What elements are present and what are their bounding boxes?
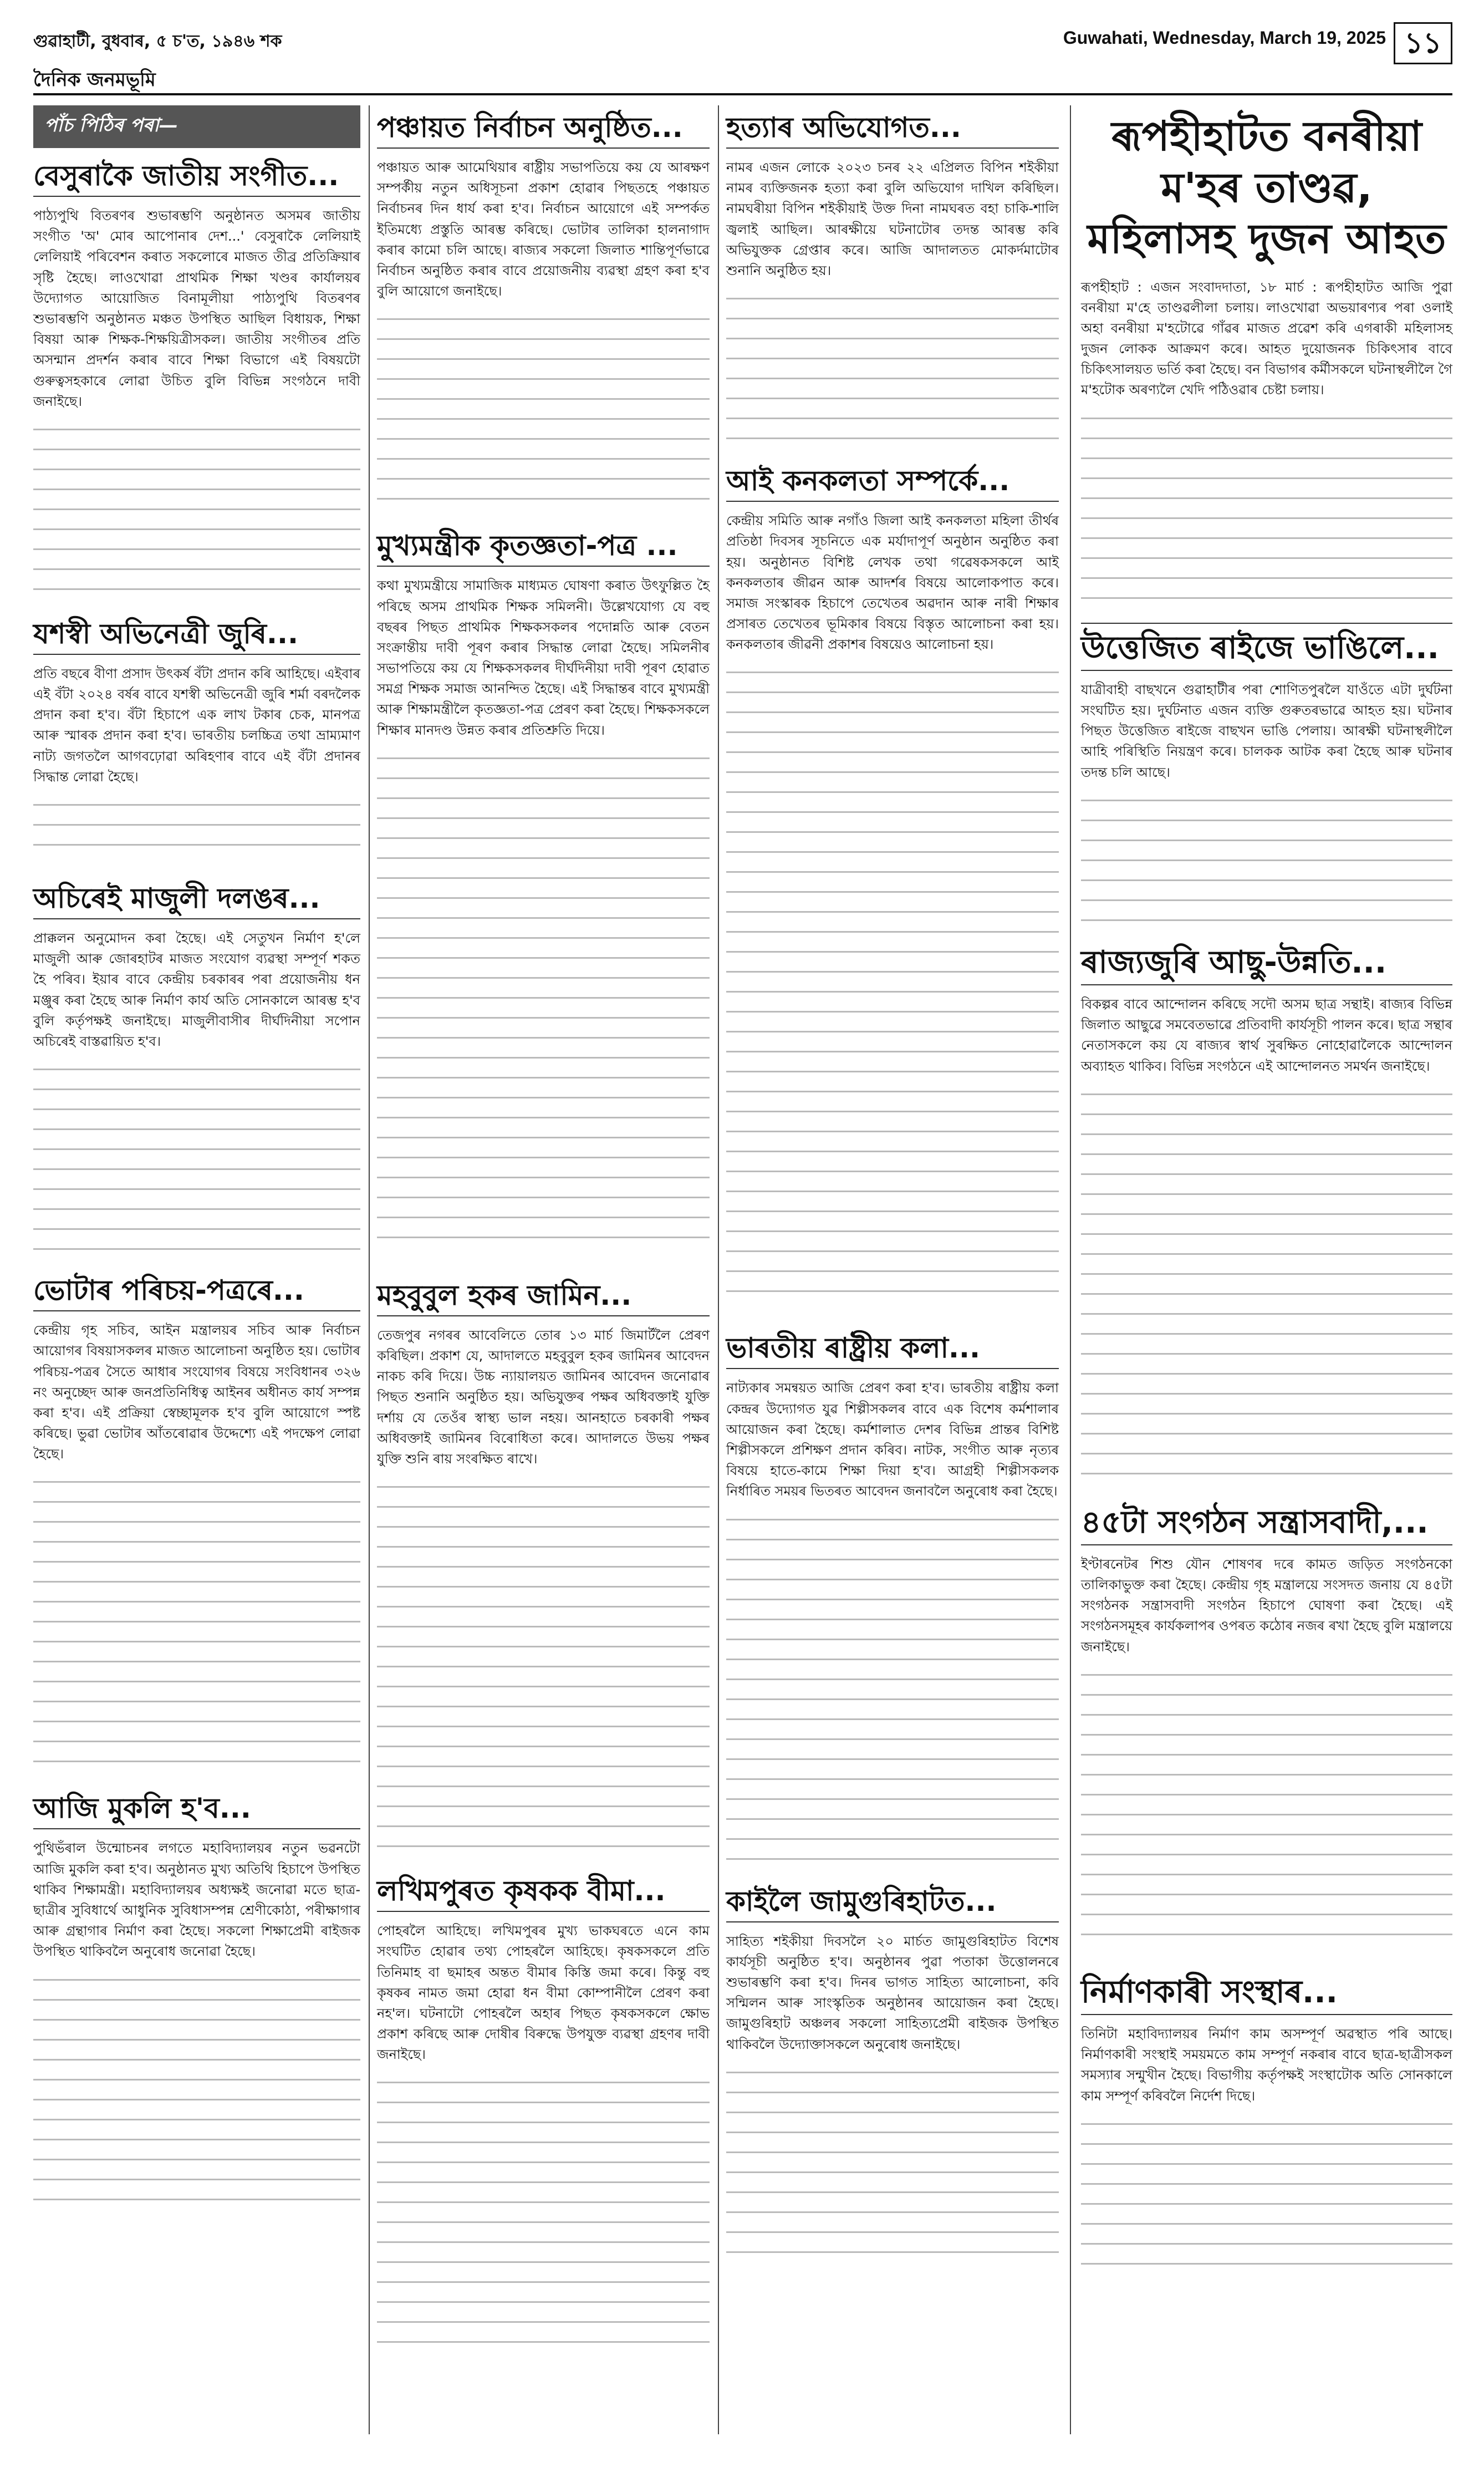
text-lines (726, 298, 1059, 442)
text-lines (726, 2072, 1059, 2255)
headline: ভাৰতীয় ৰাষ্ট্ৰীয় কলা... (726, 1331, 1059, 1369)
text-lines (33, 804, 360, 859)
text-lines (377, 2082, 710, 2359)
article-body: সাহিত্য শইকীয়া দিবসলৈ ২০ মাৰ্চত জামুগুৰিহাটত বিশেষ কাৰ্যসূচী অনুষ্ঠিত হ'ব। অনুষ্ঠানৰ পুৱা পতাকা উত্তোলনৰে শুভাৰম্ভণি কৰা হ'ব। দিনৰ ভাগত সাহিত্য আলোচনা, কবি সন্মিলন আৰু সাংস্কৃতিক অনুষ্ঠানৰ আয়োজন কৰা হৈছে। জামুগুৰিহাট অঞ্চলৰ সকলো সাহিত্যপ্ৰেমী ৰাইজক উপস্থিত থাকিবলৈ উদ্যোক্তাসকলে অনুৰোধ জনাইছে। (726, 1933, 1059, 2052)
article-body: তেজপুৰ নগৰৰ আবেলিতে তোৰ ১৩ মাৰ্চ জিমাৰ্টলৈ প্ৰেৰণ কৰিছিল। প্ৰকাশ যে, আদালতে মহবুবুল হকৰ জামিনৰ আবেদন নাকচ কৰি দিয়ে। উচ্চ ন্যায়ালয়ত জামিনৰ আবেদন জনোৱাৰ পিছত শুনানি অনুষ্ঠিত হয়। অভিযুক্তৰ পক্ষৰ অধিবক্তাই যুক্তি দৰ্শায় যে তেওঁৰ স্বাস্থ্য ভাল নহয়। আনহাতে চৰকাৰী পক্ষৰ অধিবক্তাই জামিনৰ বিৰোধিতা কৰে। আদালতে উভয় পক্ষৰ যুক্তি শুনি ৰায় সংৰক্ষিত ৰাখে। (377, 1327, 710, 1467)
article-body: পঞ্চায়ত আৰু আমেথিয়াৰ ৰাষ্ট্ৰীয় সভাপতিয়ে কয় যে আৰক্ষণ সম্পৰ্কীয় নতুন অধিসূচনা প্ৰকাশ হোৱাৰ পিছতহে পঞ্চায়ত নিৰ্বাচনৰ দিন ধাৰ্য কৰা হ'ব। নিৰ্বাচন আয়োগে এই সম্পৰ্কত ইতিমধ্যে প্ৰস্তুতি আৰম্ভ কৰিছে। ভোটাৰ তালিকা হালনাগাদ কৰাৰ কামো চলি আছে। ৰাজ্যৰ সকলো জিলাত শান্তিপূৰ্ণভাৱে নিৰ্বাচন অনুষ্ঠিত কৰাৰ বাবে প্ৰয়োজনীয় ব্যৱস্থা গ্ৰহণ কৰা হ'ব বুলি আয়োগে জনাইছে। (377, 160, 710, 299)
article-body: পাঠ্যপুথি বিতৰণৰ শুভাৰম্ভণি অনুষ্ঠানত অসমৰ জাতীয় সংগীত 'অ' মোৰ আপোনাৰ দেশ...' বেসুৰাকৈ লেলিয়াই লেলিয়াই পৰিবেশন কৰাত সকলোৰে মাজত তীব্ৰ প্ৰতিক্ৰিয়াৰ সৃষ্টি হৈছে। লাওখোৱা প্ৰাথমিক শিক্ষা খণ্ডৰ কাৰ্যালয়ৰ উদ্যোগত আয়োজিত বিনামূলীয়া পাঠ্যপুথি বিতৰণৰ শুভাৰম্ভণি অনুষ্ঠানত মঞ্চত উপস্থিত আছিল বিধায়ক, শিক্ষা বিষয়া আৰু শিক্ষক-শিক্ষয়িত্ৰীসকল। জাতীয় সংগীতৰ প্ৰতি অসন্মান প্ৰদৰ্শন কৰাৰ বাবে শিক্ষা বিভাগে এই বিষয়টো গুৰুত্বসহকাৰে লোৱা উচিত বুলি বিভিন্ন সংগঠনে দাবী জনাইছে। (33, 208, 360, 409)
text-lines (33, 1069, 360, 1252)
column-2 (377, 105, 710, 2381)
article-body: যাত্ৰীবাহী বাছখনে গুৱাহাটীৰ পৰা শোণিতপুৰলৈ যাওঁতে এটা দুৰ্ঘটনা সংঘটিত হয়। দুৰ্ঘটনাত এজন ব্যক্তি গুৰুতৰভাৱে আহত হয়। ঘটনাৰ পিছত উত্তেজিত ৰাইজে বাছখন ভাঙি পেলায়। আৰক্ষী ঘটনাস্থলীলৈ আহি পৰিস্থিতি নিয়ন্ত্ৰণ কৰে। চালকক আটক কৰা হৈছে আৰু ঘটনাৰ তদন্ত চলি আছে। (1081, 681, 1452, 780)
headline: নিৰ্মাণকাৰী সংস্থাৰ... (1081, 1973, 1452, 2015)
article-body: কেন্দ্ৰীয় সমিতি আৰু নগাঁও জিলা আই কনকলতা মহিলা তীৰ্থৰ প্ৰতিষ্ঠা দিবসৰ সূচনিতে এক মৰ্যাদাপূৰ্ণ অনুষ্ঠান অনুষ্ঠিত কৰা হয়। অনুষ্ঠানত বিশিষ্ট লেখক তথা গৱেষকসকলে আই কনকলতাৰ জীৱন আৰু আদৰ্শৰ বিষয়ে আলোকপাত কৰে। সমাজ সংস্কাৰক হিচাপে তেখেতৰ অৱদান আৰু নাৰী শিক্ষাৰ প্ৰসাৰত তেখেতৰ ভূমিকাৰ বিষয়ে বিস্তৃত আলোচনা কৰা হয়। কনকলতাৰ জীৱনী প্ৰকাশৰ বিষয়েও আলোচনা হয়। (726, 513, 1059, 653)
article-body: নাট্যকাৰ সমন্বয়ত আজি প্ৰেৰণ কৰা হ'ব। ভাৰতীয় ৰাষ্ট্ৰীয় কলা কেন্দ্ৰৰ উদ্যোগত যুৱ শিল্পীসকলৰ বাবে এক বিশেষ কৰ্মশালাৰ আয়োজন কৰা হৈছে। কৰ্মশালাত দেশৰ বিভিন্ন প্ৰান্তৰ বিশিষ্ট শিল্পীসকলে প্ৰশিক্ষণ প্ৰদান কৰিব। নাটক, সংগীত আৰু নৃত্যৰ বিষয়ে হাতে-কামে শিক্ষা দিয়া হ'ব। আগ্ৰহী শিল্পীসকলক নিৰ্ধাৰিত সময়ৰ ভিতৰত আবেদন জনাবলৈ অনুৰোধ কৰা হৈছে। (726, 1380, 1059, 1499)
masthead (33, 22, 1452, 94)
masthead-rule (33, 93, 1452, 95)
headline: উত্তেজিত ৰাইজে ভাঙিলে... (1081, 629, 1452, 671)
headline: আজি মুকলি হ'ব... (33, 1792, 360, 1829)
text-lines (1081, 800, 1452, 922)
continued-strip: পাঁচ পিঠিৰ পৰা— (33, 105, 360, 148)
text-lines (33, 1979, 360, 2201)
column-divider (1070, 105, 1071, 2434)
text-lines (377, 757, 710, 1257)
headline: মহবুবুল হকৰ জামিন... (377, 1279, 710, 1316)
article-body: বিকল্পৰ বাবে আন্দোলন কৰিছে সদৌ অসম ছাত্ৰ সন্থাই। ৰাজ্যৰ বিভিন্ন জিলাত আছুৱে সমবেতভাৱে প্ৰতিবাদী কাৰ্যসূচী পালন কৰে। ছাত্ৰ সন্থাৰ নেতাসকলে কয় যে ৰাজ্যৰ স্বাৰ্থ সুৰক্ষিত নোহোৱালৈকে আন্দোলন অব্যাহত থাকিব। বিভিন্ন সংগঠনে এই আন্দোলনত সমৰ্থন জনাইছে। (1081, 996, 1452, 1074)
column-divider (718, 105, 719, 2434)
column-divider (369, 105, 370, 2434)
text-lines (1081, 2123, 1452, 2267)
headline: পঞ্চায়ত নিৰ্বাচন অনুষ্ঠিত... (377, 111, 710, 149)
article-body: পুথিভঁৰাল উন্মোচনৰ লগতে মহাবিদ্যালয়ৰ নতুন ভৱনটো আজি মুকলি কৰা হ'ব। অনুষ্ঠানত মুখ্য অতিথি হিচাপে উপস্থিত থাকিব শিক্ষামন্ত্ৰী। মহাবিদ্যালয়ৰ অধ্যক্ষই জনোৱা মতে ছাত্ৰ-ছাত্ৰীৰ সুবিধাৰ্থে আধুনিক সুবিধাসম্পন্ন শ্ৰেণীকোঠা, পৰীক্ষাগাৰ আৰু গ্ৰন্থাগাৰ নিৰ্মাণ কৰা হৈছে। সকলো শিক্ষাপ্ৰেমী ৰাইজক উপস্থিত থাকিবলৈ অনুৰোধ জনোৱা হৈছে। (33, 1840, 360, 1960)
article-body: ৰূপহীহাট : এজন সংবাদদাতা, ১৮ মাৰ্চ : ৰূপহীহাটত আজি পুৱা বনৰীয়া ম'হে তাণ্ডৱলীলা চলায়। লাওখোৱা অভয়াৰণ্যৰ পৰা ওলাই অহা বনৰীয়া ম'হটোৱে গাঁৱৰ মাজত প্ৰৱেশ কৰি এগৰাকী মহিলাসহ দুজন লোকক আক্ৰমণ কৰে। আহত দুয়োজনক চিকিৎসাৰ বাবে চিকিৎসালয়ত ভৰ্তি কৰা হৈছে। বন বিভাগৰ কৰ্মীসকলে ঘটনাস্থলীলৈ গৈ ম'হটোক অৰণ্যলৈ খেদি পঠিওৱাৰ চেষ্টা চলায়। (1081, 279, 1452, 398)
article-body: তিনিটা মহাবিদ্যালয়ৰ নিৰ্মাণ কাম অসম্পূৰ্ণ অৱস্থাত পৰি আছে। নিৰ্মাণকাৰী সংস্থাই সময়মতে কাম সম্পূৰ্ণ নকৰাৰ বাবে ছাত্ৰ-ছাত্ৰীসকল সমস্যাৰ সন্মুখীন হৈছে। বিভাগীয় কৰ্তৃপক্ষই সংস্থাটোক অতি সোনকালে কাম সম্পূৰ্ণ কৰিবলৈ নিৰ্দেশ দিছে। (1081, 2026, 1452, 2104)
paper-name: দৈনিক জনমভূমি (33, 69, 156, 91)
lead-headline: ৰূপহীহাটত বনৰীয়া ম'হৰ তাণ্ডৱ, মহিলাসহ দুজন আহত (1087, 113, 1446, 263)
section-rule (1081, 623, 1452, 624)
page-number: ১১ (1394, 22, 1452, 64)
masthead-date-right: Guwahati, Wednesday, March 19, 2025 (1063, 28, 1386, 48)
column-1 (33, 105, 360, 2223)
column-4 (1081, 105, 1452, 2290)
text-lines (726, 1519, 1059, 1863)
text-lines (377, 318, 710, 507)
text-lines (726, 672, 1059, 1309)
headline: ৪৫টা সংগঠন সন্ত্ৰাসবাদী,... (1081, 1504, 1452, 1545)
article-body: প্ৰতি বছৰে বীণা প্ৰসাদ উৎকৰ্ষ বঁটা প্ৰদান কৰি আহিছে। এইবাৰ এই বঁটা ২০২৪ বৰ্ষৰ বাবে যশস্বী অভিনেত্ৰী জুৰি শৰ্মা বৰদলৈক প্ৰদান কৰা হ'ব। বঁটা হিচাপে এক লাখ টকাৰ চেক, মানপত্ৰ আৰু স্মাৰক প্ৰদান কৰা হ'ব। ভাৰতীয় চলচ্চিত্ৰ তথা ভ্ৰাম্যমাণ নাট্য জগতলৈ আগবঢ়োৱা অৰিহণাৰ বাবে এই বঁটা প্ৰদানৰ সিদ্ধান্ত লোৱা হৈছে। (33, 665, 360, 785)
headline: বেসুৰাকৈ জাতীয় সংগীত... (33, 159, 360, 197)
headline: কাইলৈ জামুগুৰিহাটত... (726, 1885, 1059, 1922)
headline: অচিৰেই মাজুলী দলঙৰ... (33, 882, 360, 919)
text-lines (33, 1481, 360, 1769)
text-lines (1081, 1093, 1452, 1482)
column-3 (726, 105, 1059, 2277)
article-body: ইণ্টাৰনেটৰ শিশু যৌন শোষণৰ দৰে কামত জড়িত সংগঠনকো তালিকাভুক্ত কৰা হৈছে। কেন্দ্ৰীয় গৃহ মন্ত্ৰালয়ে সংসদত জনায় যে ৪৫টা সংগঠনক সন্ত্ৰাসবাদী সংগঠন হিচাপে ঘোষণা কৰা হৈছে। এই সংগঠনসমূহৰ কাৰ্যকলাপৰ ওপৰত কঠোৰ নজৰ ৰখা হৈছে বুলি মন্ত্ৰালয়ে জনাইছে। (1081, 1556, 1452, 1655)
masthead-date-left: গুৱাহাটী, বুধবাৰ, ৫ চ'ত, ১৯৪৬ শক (33, 32, 282, 51)
headline: ৰাজ্যজুৰি আছু-উন্নতি... (1081, 944, 1452, 985)
text-lines (1081, 418, 1452, 601)
headline: হত্যাৰ অভিযোগত... (726, 111, 1059, 149)
article-body: প্ৰাক্কলন অনুমোদন কৰা হৈছে। এই সেতুখন নিৰ্মাণ হ'লে মাজুলী আৰু জোৰহাটৰ মাজত সংযোগ ব্যৱস্থা সম্পূৰ্ণ শকত হৈ পৰিব। ইয়াৰ বাবে কেন্দ্ৰীয় চৰকাৰৰ পৰা প্ৰয়োজনীয় ধন মঞ্জুৰ কৰা হৈছে আৰু নিৰ্মাণ কাৰ্য অতি সোনকালে আৰম্ভ হ'ব বুলি কৰ্তৃপক্ষই জনাইছে। মাজুলীবাসীৰ দীৰ্ঘদিনীয়া সপোন অচিৰেই বাস্তৱায়িত হ'ব। (33, 930, 360, 1049)
headline: ভোটাৰ পৰিচয়-পত্ৰৰে... (33, 1274, 360, 1311)
text-lines (377, 1486, 710, 1852)
headline: যশস্বী অভিনেত্ৰী জুৰি... (33, 617, 360, 655)
article-body: কেন্দ্ৰীয় গৃহ সচিব, আইন মন্ত্ৰালয়ৰ সচিব আৰু নিৰ্বাচন আয়োগৰ বিষয়াসকলৰ মাজত আলোচনা অনুষ্ঠিত হয়। ভোটাৰ পৰিচয়-পত্ৰৰ সৈতে আধাৰ সংযোগৰ বিষয়ে সংবিধানৰ ৩২৬ নং অনুচ্ছেদ আৰু জনপ্ৰতিনিধিত্ব আইনৰ অধীনত কাৰ্য সম্পন্ন কৰা হ'ব। এই প্ৰক্ৰিয়া স্বেচ্ছামূলক হ'ব বুলি আয়োগে স্পষ্ট কৰিছে। ভুৱা ভোটাৰ আঁতৰোৱাৰ উদ্দেশ্যে এই পদক্ষেপ লোৱা হৈছে। (33, 1322, 360, 1462)
headline: মুখ্যমন্ত্ৰীক কৃতজ্ঞতা-পত্ৰ ... (377, 529, 710, 567)
article-body: নামৰ এজন লোকে ২০২৩ চনৰ ২২ এপ্ৰিলত বিপিন শইকীয়া নামৰ ব্যক্তিজনক হত্যা কৰা বুলি অভিযোগ দাখিল কৰিছিল। নামঘৰীয়া বিপিন শইকীয়াই উক্ত দিনা নামঘৰত বহা চাকি-শালি জ্বলাই আছিল। আৰক্ষীয়ে ঘটনাটোৰ তদন্ত আৰম্ভ কৰি অভিযুক্তক গ্ৰেপ্তাৰ কৰে। আজি আদালতত মোকৰ্দমাটোৰ শুনানি অনুষ্ঠিত হয়। (726, 160, 1059, 278)
headline: লখিমপুৰত কৃষকক বীমা... (377, 1874, 710, 1912)
headline: আই কনকলতা সম্পৰ্কে... (726, 464, 1059, 502)
text-lines (33, 429, 360, 595)
text-lines (1081, 1674, 1452, 1951)
article-body: কথা মুখ্যমন্ত্ৰীয়ে সামাজিক মাধ্যমত ঘোষণা কৰাত উৎফুল্লিত হৈ পৰিছে অসম প্ৰাথমিক শিক্ষক সমিলনী। উল্লেখযোগ্য যে বহু বছৰৰ পিছত প্ৰাথমিক শিক্ষকসকলৰ পদোন্নতি আৰু বেতন সংক্ৰান্তীয় দাবী পূৰণ কৰাৰ সিদ্ধান্ত লোৱা হৈছে। সমিলনীৰ সভাপতিয়ে কয় যে শিক্ষকসকলৰ দীৰ্ঘদিনীয়া দাবী পূৰণ হোৱাত সমগ্ৰ শিক্ষক সমাজ আনন্দিত হৈছে। এই সিদ্ধান্তৰ বাবে মুখ্যমন্ত্ৰী আৰু শিক্ষামন্ত্ৰীলৈ কৃতজ্ঞতা-পত্ৰ প্ৰেৰণ কৰা হৈছে। শিক্ষকসকলে শিক্ষাৰ মানদণ্ড উন্নত কৰাৰ প্ৰতিশ্ৰুতি দিয়ে। (377, 578, 710, 738)
article-body: পোহৰলৈ আহিছে। লখিমপুৰৰ মুখ্য ভাকঘৰতে এনে কাম সংঘটিত হোৱাৰ তথ্য পোহৰলৈ আহিছে। কৃষকসকলে প্ৰতি তিনিমাহ বা ছমাহৰ অন্তত বীমাৰ কিস্তি জমা কৰে। কিন্তু বহু কৃষকৰ নামত জমা হোৱা ধন বীমা কোম্পানীলৈ প্ৰেৰণ কৰা নহ'ল। ঘটনাটো পোহৰলৈ অহাৰ পিছত কৃষকসকলে ক্ষোভ প্ৰকাশ কৰিছে আৰু দোষীৰ বিৰুদ্ধে উপযুক্ত ব্যৱস্থা গ্ৰহণৰ দাবী জনাইছে। (377, 1923, 710, 2063)
